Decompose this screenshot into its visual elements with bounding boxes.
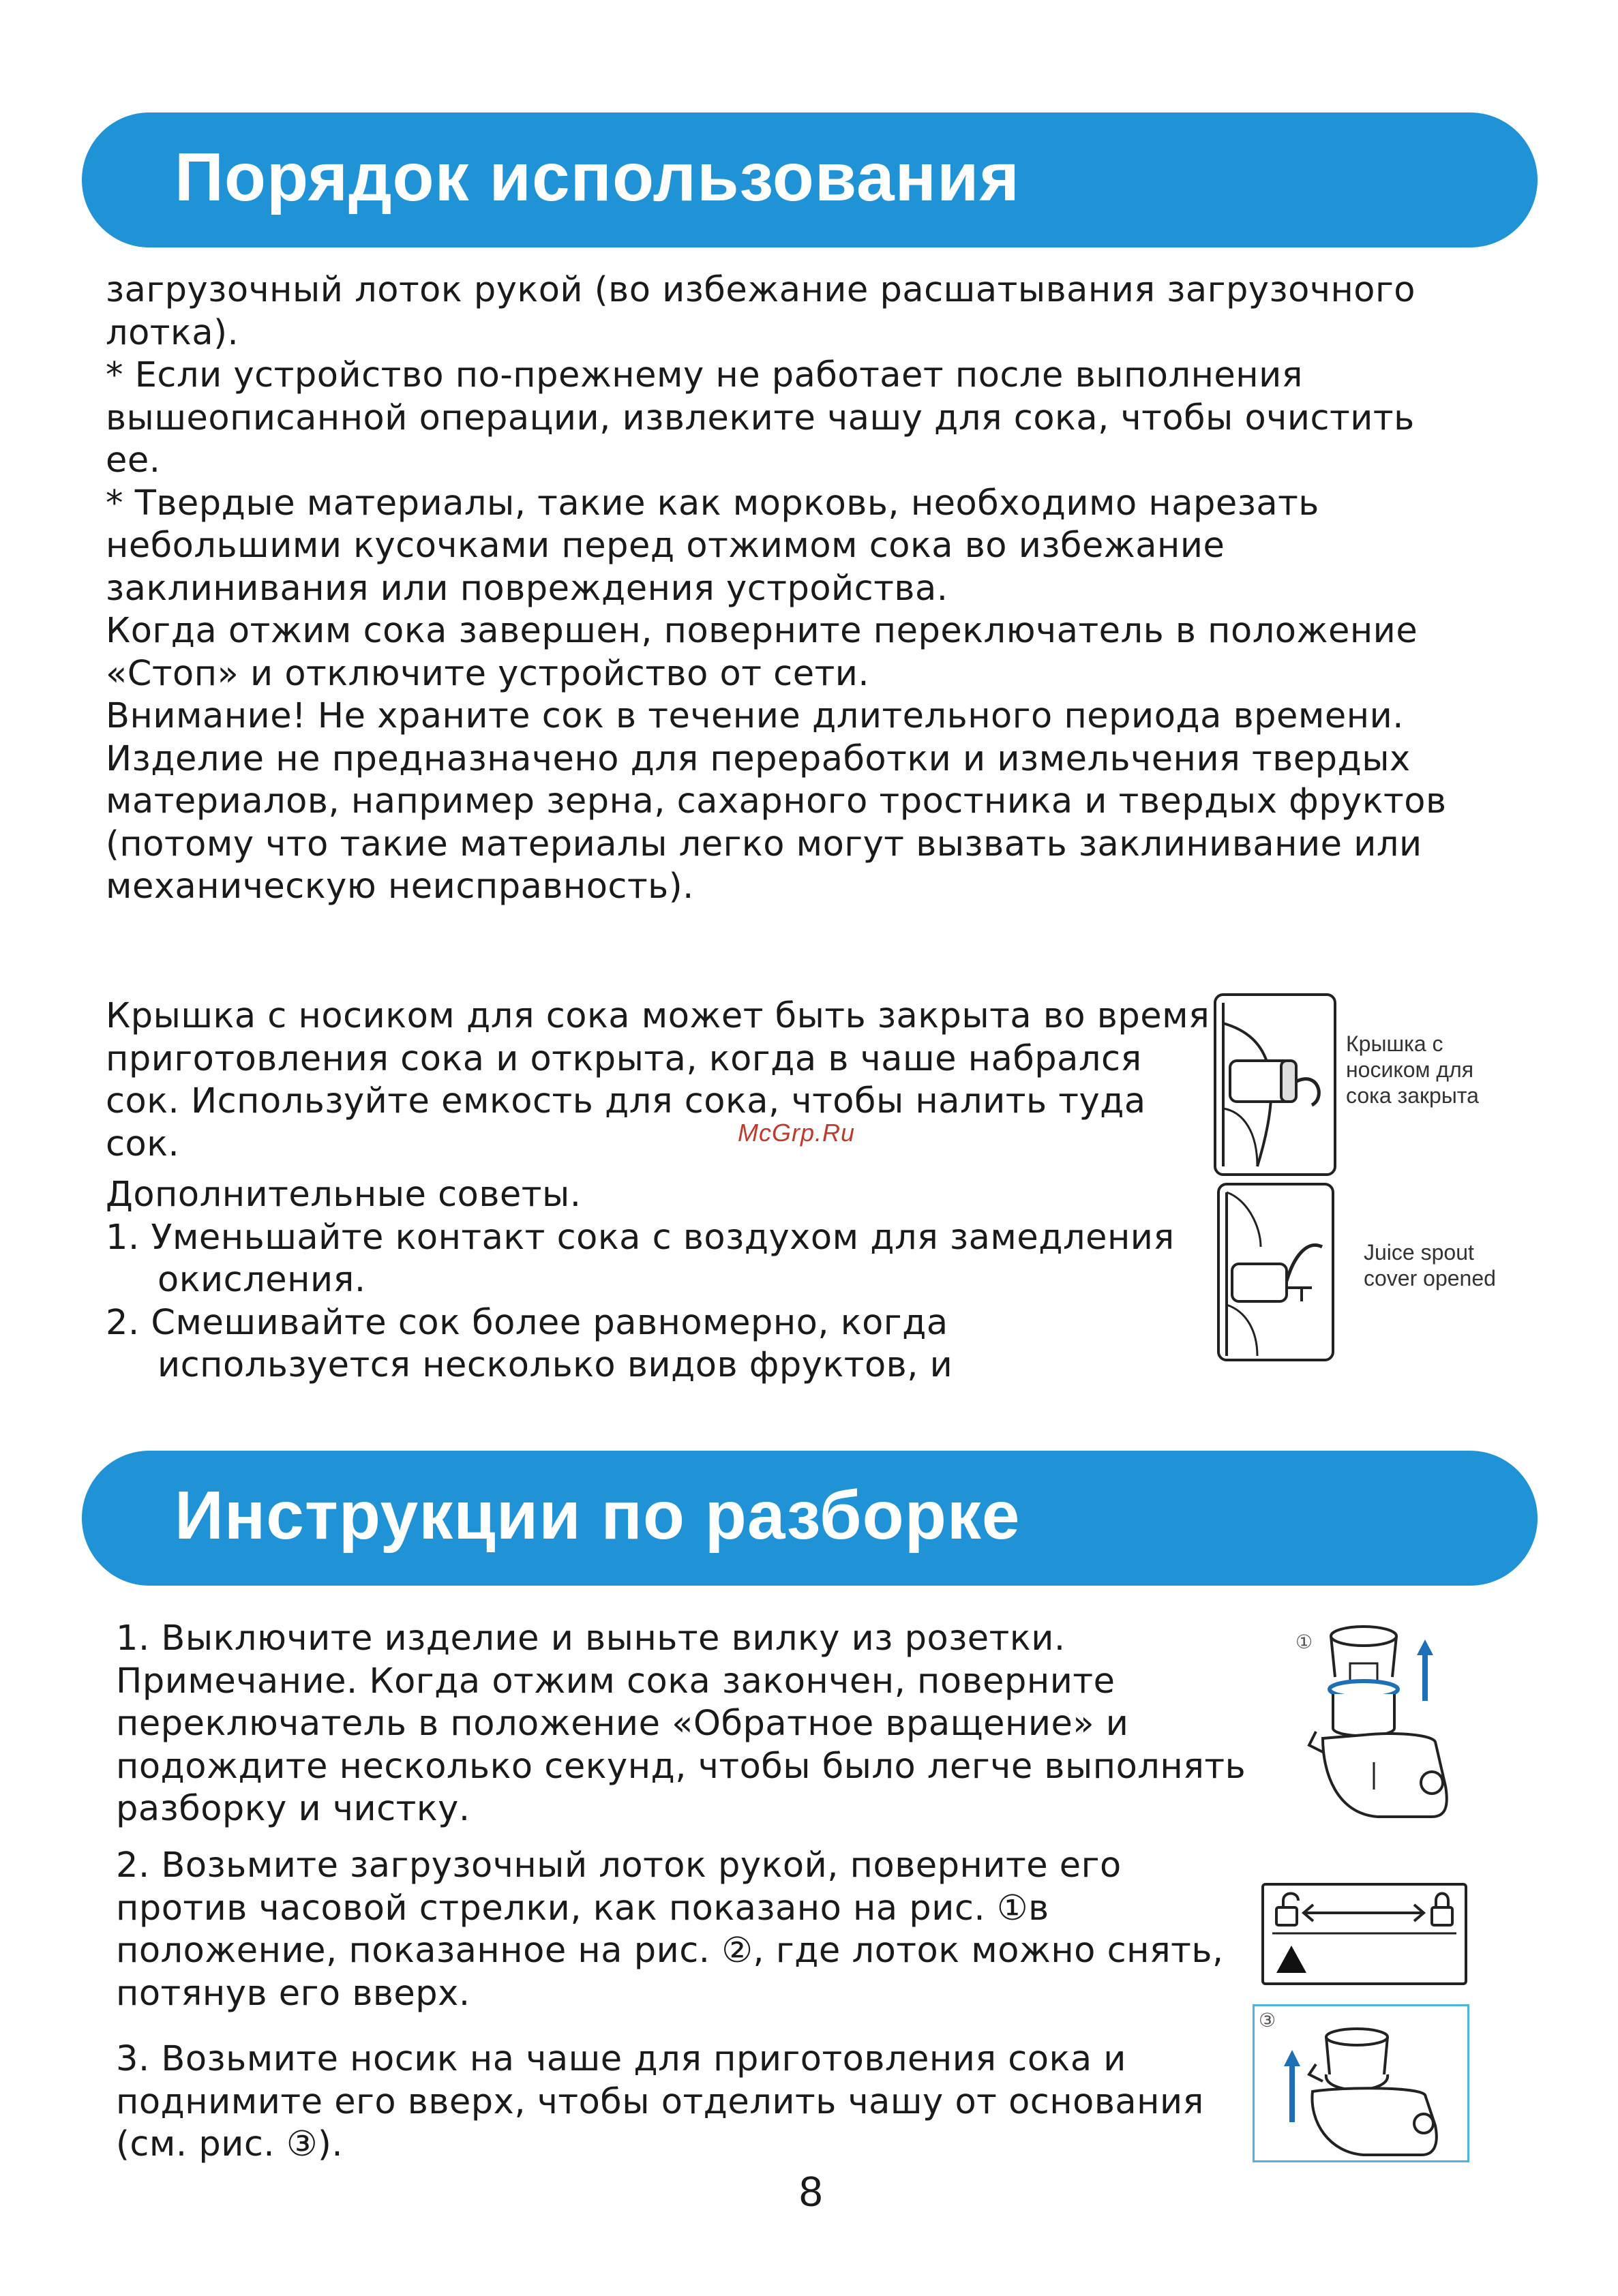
text-line: Когда отжим сока завершен, поверните переключатель в положение	[106, 611, 1418, 651]
text-line: ее.	[106, 440, 161, 481]
section-title-disassembly: Инструкции по разборке	[175, 1477, 1021, 1554]
text-line: лотка).	[106, 312, 239, 353]
caption-line: cover opened	[1364, 1266, 1496, 1290]
tip-line: 2. Смешивайте сок более равномерно, когда	[106, 1302, 948, 1343]
figure-1-label: ①	[1295, 1631, 1313, 1653]
text-line: заклинивания или повреждения устройства.	[106, 568, 948, 609]
figure-3-label: ③	[1259, 2009, 1276, 2031]
text-line: поднимите его вверх, чтобы отделить чашу от основания	[116, 2081, 1204, 2122]
section-title-usage: Порядок использования	[175, 139, 1020, 215]
step-2-text	[116, 1845, 1224, 2015]
watermark: McGrp.Ru	[738, 1119, 856, 1147]
text-line: 2. Возьмите загрузочный лоток рукой, поверните его	[116, 1845, 1122, 1886]
usage-body-text	[106, 269, 1447, 909]
lock-unlock-diagram	[1264, 1886, 1465, 1982]
juicer-figure-3	[1253, 2004, 1469, 2162]
caption-line: Juice spout	[1364, 1240, 1474, 1265]
text-line: * Если устройство по-прежнему не работает после выполнения	[106, 355, 1303, 395]
tip-line: окисления.	[158, 1260, 366, 1300]
spout-text	[106, 995, 1210, 1166]
text-line: вышеописанной операции, извлеките чашу для сока, чтобы очистить	[106, 397, 1415, 438]
text-line: загрузочный лоток рукой (во избежание расшатывания загрузочного	[106, 270, 1415, 310]
lock-diagram-figure	[1261, 1883, 1467, 1985]
text-line: переключатель в положение «Обратное вращение» и	[116, 1704, 1129, 1744]
juicer-spout-closed-illustration	[1216, 996, 1334, 1173]
tips-block	[106, 1174, 1175, 1387]
step-1-text	[116, 1618, 1246, 1831]
tip-line: 1. Уменьшайте контакт сока с воздухом для замедления	[106, 1217, 1175, 1258]
unlock-icon	[1276, 1894, 1298, 1926]
spout-open-caption	[1364, 1239, 1496, 1291]
juicer-figure-1-illustration	[1295, 1609, 1459, 1834]
spout-closed-figure	[1214, 993, 1336, 1176]
step-3-text	[116, 2038, 1204, 2166]
text-line: «Стоп» и отключите устройство от сети.	[106, 653, 870, 694]
text-line: механическую неисправность).	[106, 866, 694, 907]
text-line: Примечание. Когда отжим сока закончен, поверните	[116, 1661, 1115, 1702]
spout-closed-caption	[1346, 1031, 1479, 1108]
caption-line: носиком для	[1346, 1057, 1474, 1082]
text-line: сок. Используйте емкость для сока, чтобы налить туда	[106, 1081, 1146, 1121]
text-line: Изделие не предназначено для переработки и измельчения твердых	[106, 738, 1411, 779]
juicer-figure-3-illustration	[1255, 2006, 1467, 2160]
juicer-spout-open-illustration	[1220, 1185, 1332, 1359]
text-line: против часовой стрелки, как показано на рис. ①в	[116, 1888, 1049, 1929]
text-line: разборку и чистку.	[116, 1789, 470, 1829]
text-line: Внимание! Не храните сок в течение длительного периода времени.	[106, 696, 1404, 736]
spout-open-figure	[1217, 1183, 1334, 1361]
text-line: (см. рис. ③).	[116, 2124, 344, 2164]
section-banner-disassembly	[82, 1451, 1538, 1586]
text-line: * Твердые материалы, такие как морковь, необходимо нарезать	[106, 483, 1319, 524]
text-line: материалов, например зерна, сахарного тростника и твердых фруктов	[106, 781, 1447, 821]
page-number: 8	[799, 2169, 823, 2216]
section-banner-usage	[82, 112, 1538, 247]
text-line: приготовления сока и открыта, когда в чаше набрался	[106, 1038, 1142, 1079]
tips-heading: Дополнительные советы.	[106, 1175, 582, 1215]
text-line: 3. Возьмите носик на чаше для приготовления сока и	[116, 2039, 1126, 2079]
text-line: (потому что такие материалы легко могут вызвать заклинивание или	[106, 824, 1422, 864]
lock-icon	[1432, 1894, 1452, 1926]
caption-line: Крышка с	[1346, 1031, 1443, 1056]
text-line: сок.	[106, 1123, 180, 1164]
caption-line: сока закрыта	[1346, 1083, 1479, 1108]
text-line: положение, показанное на рис. ②, где лоток можно снять,	[116, 1931, 1224, 1971]
text-line: потянув его вверх.	[116, 1973, 470, 2014]
text-line: 1. Выключите изделие и выньте вилку из розетки.	[116, 1618, 1066, 1659]
text-line: Крышка с носиком для сока может быть закрыта во время	[106, 996, 1210, 1036]
tip-line: используется несколько видов фруктов, и	[158, 1345, 953, 1385]
text-line: небольшими кусочками перед отжимом сока во избежание	[106, 526, 1225, 566]
text-line: подождите несколько секунд, чтобы было легче выполнять	[116, 1746, 1246, 1787]
